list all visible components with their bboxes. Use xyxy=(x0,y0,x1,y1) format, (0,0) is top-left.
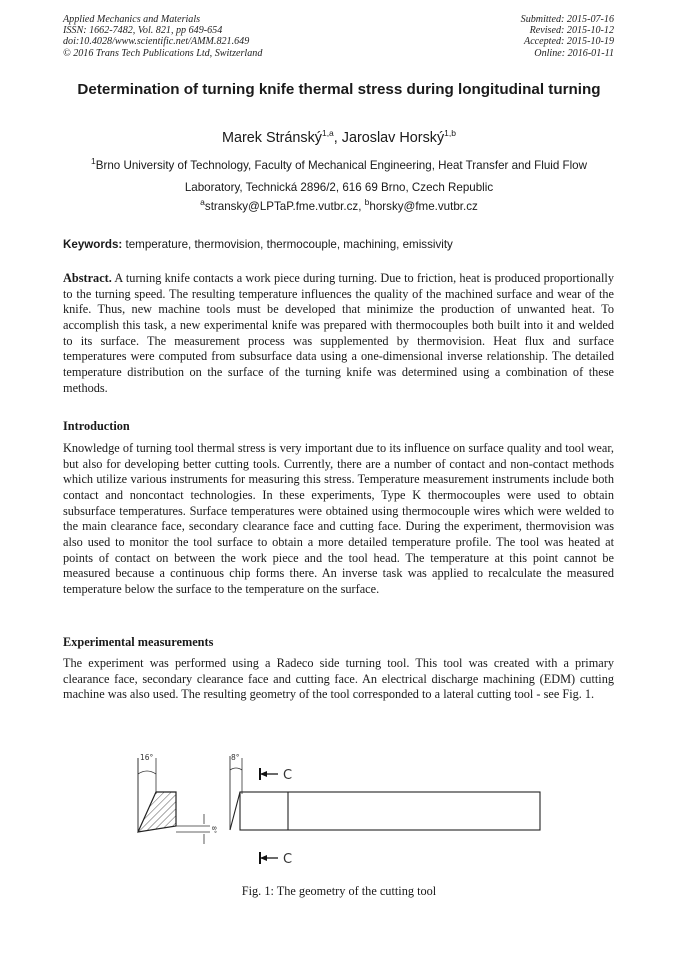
author-name: Marek Stránský xyxy=(222,129,322,146)
tool-side-view xyxy=(230,753,540,830)
tool-cross-section xyxy=(138,753,218,844)
section-label: C xyxy=(283,852,293,867)
section-label: C xyxy=(283,768,293,783)
email-link[interactable]: stransky@LPTaP.fme.vutbr.cz xyxy=(204,199,359,213)
section-marker-top xyxy=(260,768,292,783)
affiliation-line xyxy=(40,150,638,177)
affiliation-line: Laboratory, Technická 2896/2, 616 69 Brno, Czech Republic xyxy=(184,180,494,194)
abstract-text: A turning knife contacts a work piece during turning. Due to friction, heat is produced proportionally to the turning speed. The resulting temperature influences the quality of the machined surface and wear of the knife. Thus, new machine tools must be developed that minimize the production of unwanted heat. To accomplish this task, a new experimental knife was prepared with thermocouples both built into it and welded to its surface. The measurement process was supplemented by thermovision. Heat flux and surface temperatures were computed from subsurface data using a one-dimensional inverse relationship. The detailed temperature distribution on the surface of the turning knife was determined using a combination of these methods. xyxy=(63,271,614,395)
keywords-label: Keywords: xyxy=(63,238,123,251)
journal-issn: ISSN: 1662-7482, Vol. 821, pp 649-654 xyxy=(63,25,223,37)
abstract-label: Abstract. xyxy=(63,271,112,285)
paper-title: Determination of turning knife thermal stress during longitudinal turning xyxy=(77,81,601,98)
angle-label: 8° xyxy=(231,753,240,762)
email-mark: a xyxy=(200,197,205,207)
email-mark: b xyxy=(364,197,370,207)
keywords-text: temperature, thermovision, thermocouple, machining, emissivity xyxy=(122,238,453,251)
journal-info xyxy=(63,14,262,59)
angle-label: 16° xyxy=(140,753,154,762)
submission-dates xyxy=(521,14,614,59)
abstract xyxy=(63,271,614,396)
journal-doi[interactable]: doi:10.4028/www.scientific.net/AMM.821.649 xyxy=(63,36,250,48)
email-link[interactable]: horsky@fme.vutbr.cz xyxy=(369,199,478,213)
cutting-tool-geometry-figure xyxy=(120,744,560,874)
date-online: Online: 2016-01-11 xyxy=(534,47,614,59)
section-heading-introduction: Introduction xyxy=(63,419,130,433)
date-submitted: Submitted: 2015-07-16 xyxy=(520,14,614,25)
author-affiliation-mark: 1,b xyxy=(444,128,456,138)
angle-label: 8° xyxy=(210,826,218,834)
date-revised: Revised: 2015-10-12 xyxy=(529,25,614,37)
date-accepted: Accepted: 2015-10-19 xyxy=(524,36,614,48)
experimental-paragraph: The experiment was performed using a Radeco side turning tool. This tool was created with a primary clearance face, secondary clearance face and cutting face. An electrical discharge machining (EDM) cutting machine was also used. The resulting geometry of the tool corresponded to a lateral cutting tool - see Fig. 1. xyxy=(63,656,614,702)
introduction-paragraph: Knowledge of turning tool thermal stress is very important due to its influence on surface quality and tool wear, but also for developing better cutting tools. Currently, there are a number of contact and non-contact methods which utilize various instruments for measuring this stress. Temperature measurement instruments include both contact and noncontact technologies. In these experiments, Type K thermocouples were used to obtain subsurface temperatures. Surface temperatures were obtained using thermocouple wires which were welded to the main clearance face, secondary clearance face and cutting face. During the experiment, thermovision was also used to monitor the tool surface to obtain a more detailed temperature profile. The tool was heated at points of contact on between the work piece and the tool head. The temperature at this point cannot be measured because a continuous chip forms there. An inverse task was applied to recalculate the measured temperature below the surface to the temperature on the surface. xyxy=(63,441,614,596)
section-marker-bottom xyxy=(260,852,292,867)
author-name: Jaroslav Horský xyxy=(341,129,445,146)
email-separator: , xyxy=(358,199,365,213)
author-separator: , xyxy=(333,129,342,146)
figure-caption: Fig. 1: The geometry of the cutting tool xyxy=(241,884,437,898)
author-affiliation-mark: 1,a xyxy=(321,128,334,138)
author-list xyxy=(0,124,678,147)
affiliation-mark: 1 xyxy=(91,156,96,166)
author-emails xyxy=(0,194,678,215)
affiliation-text: Brno University of Technology, Faculty of Mechanical Engineering, Heat Transfer and Fluid Flow xyxy=(95,158,587,172)
affiliation xyxy=(40,150,638,199)
journal-name: Applied Mechanics and Materials xyxy=(63,14,201,25)
journal-copyright: © 2016 Trans Tech Publications Ltd, Switzerland xyxy=(63,47,263,59)
section-heading-experimental: Experimental measurements xyxy=(63,635,214,649)
keywords xyxy=(63,237,453,252)
